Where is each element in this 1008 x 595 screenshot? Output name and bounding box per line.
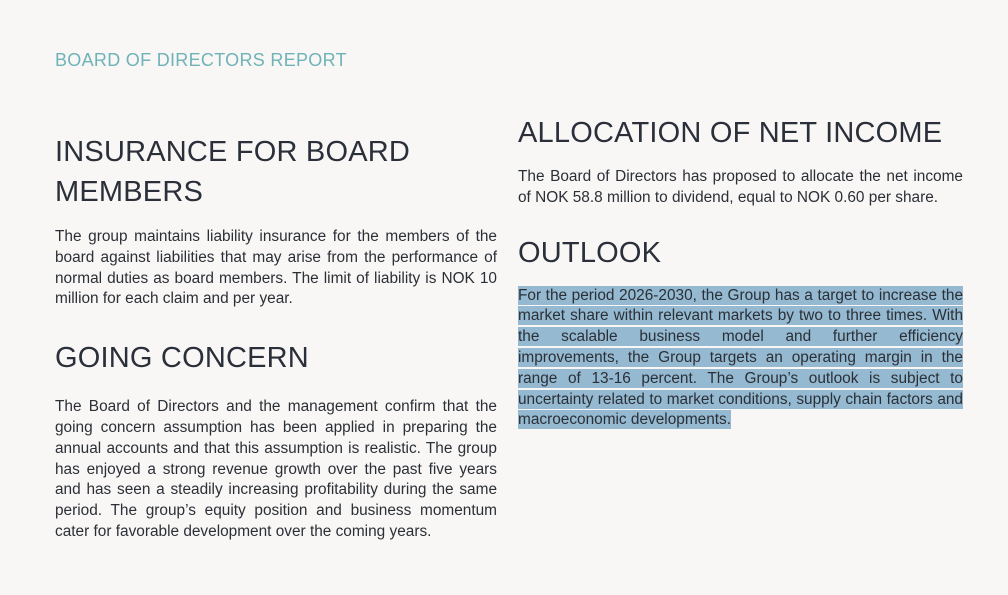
outlook-heading: OUTLOOK	[518, 236, 662, 269]
outlook-selected-text[interactable]: For the period 2026-2030, the Group has a target to increase the market share within relevant markets by two to three times. With the scalable business model and further efficiency improvements, the Group targets an operating margin in the range of 13-16 percent. The Group’s outlook is subject to uncertainty related to market conditions, supply chain factors and macroeconomic developments.	[518, 286, 963, 429]
section-going-concern	[55, 338, 497, 543]
section-insurance	[55, 132, 497, 310]
allocation-heading: ALLOCATION OF NET INCOME	[518, 117, 943, 149]
left-column	[55, 132, 497, 543]
insurance-heading: INSURANCE FOR BOARD MEMBERS	[55, 136, 411, 208]
going-concern-paragraph[interactable]: The Board of Directors and the management confirm that the going concern assumption has been applied in preparing the annual accounts and that this assumption is realistic. The group has enjoyed a strong revenue growth over the past five years and has seen a steadily increasing profitability during the same period. The group’s equity position and business momentum cater for favorable development over the coming years.	[55, 398, 497, 540]
going-concern-heading: GOING CONCERN	[55, 342, 309, 375]
allocation-paragraph[interactable]: The Board of Directors has proposed to allocate the net income of NOK 58.8 million to dividend, equal to NOK 0.60 per share.	[518, 168, 963, 206]
section-allocation	[518, 113, 963, 209]
running-header: BOARD OF DIRECTORS REPORT	[55, 50, 347, 70]
right-column	[518, 113, 963, 431]
insurance-paragraph[interactable]: The group maintains liability insurance for the members of the board against liabilities that may arise from the performance of normal duties as board members. The limit of liability is NOK 10 million for each claim and per year.	[55, 228, 497, 308]
section-outlook	[518, 233, 963, 432]
outlook-paragraph[interactable]	[518, 286, 963, 432]
